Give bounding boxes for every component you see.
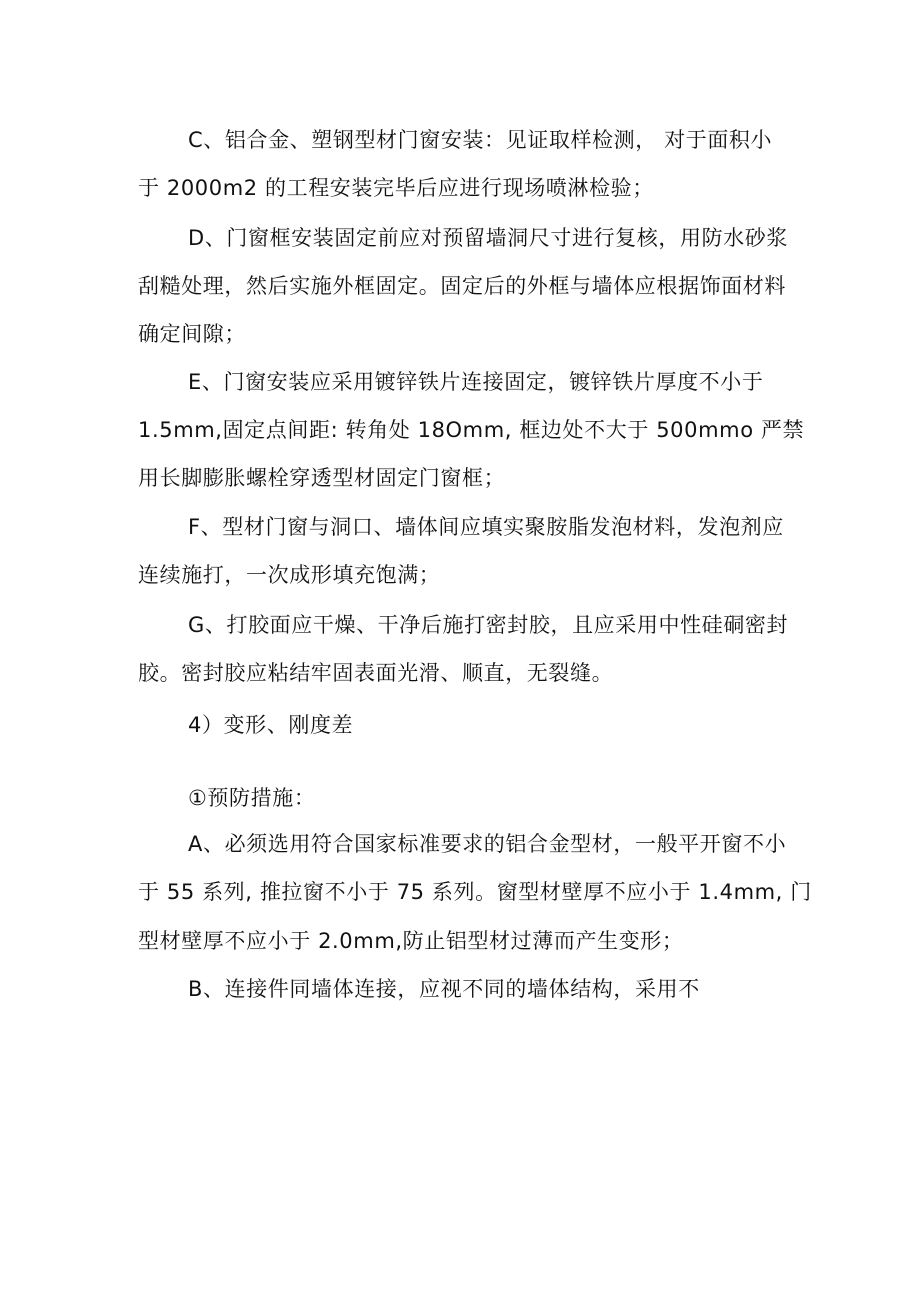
section-heading-4: 4）变形、刚度差	[188, 713, 354, 737]
subheading-prevention: ①预防措施：	[188, 786, 316, 810]
paragraph-g-line-1: G、打胶面应干燥、干净后施打密封胶，且应采用中性硅硐密封	[188, 613, 789, 637]
paragraph-a-line-2: 于 55 系列, 推拉窗不小于 75 系列。窗型材壁厚不应小于 1.4mm, 门	[138, 880, 812, 904]
paragraph-e-line-3: 用长脚膨胀螺栓穿透型材固定门窗框；	[138, 466, 506, 490]
paragraph-f-line-2: 连续施打，一次成形填充饱满；	[138, 563, 441, 587]
paragraph-c-line-2: 于 2000m2 的工程安装完毕后应进行现场喷淋检验；	[138, 176, 654, 200]
paragraph-e-line-1: E、门窗安装应采用镀锌铁片连接固定，镀锌铁片厚度不小于	[188, 370, 764, 394]
paragraph-c-line-1: C、铝合金、塑钢型材门窗安装：见证取样检测， 对于面积小	[188, 128, 773, 152]
paragraph-g-line-2: 胶。密封胶应粘结牢固表面光滑、顺直，无裂缝。	[138, 661, 614, 685]
paragraph-f-line-1: F、型材门窗与洞口、墙体间应填实聚胺脂发泡材料，发泡剂应	[188, 515, 784, 539]
paragraph-b-line-1: B、连接件同墙体连接，应视不同的墙体结构，采用不	[188, 977, 700, 1001]
paragraph-e-line-2: 1.5mm,固定点间距: 转角处 18Omm, 框边处不大于 500mmo 严禁	[138, 418, 805, 442]
paragraph-a-line-1: A、必须选用符合国家标准要求的铝合金型材，一般平开窗不小	[188, 832, 787, 856]
paragraph-a-line-3: 型材壁厚不应小于 2.0mm,防止铝型材过薄而产生变形；	[138, 929, 684, 953]
paragraph-d-line-3: 确定间隙；	[138, 322, 246, 346]
paragraph-d-line-2: 刮糙处理，然后实施外框固定。固定后的外框与墙体应根据饰面材料	[138, 274, 786, 298]
paragraph-d-line-1: D、门窗框安装固定前应对预留墙洞尺寸进行复核，用防水砂浆	[188, 226, 788, 250]
